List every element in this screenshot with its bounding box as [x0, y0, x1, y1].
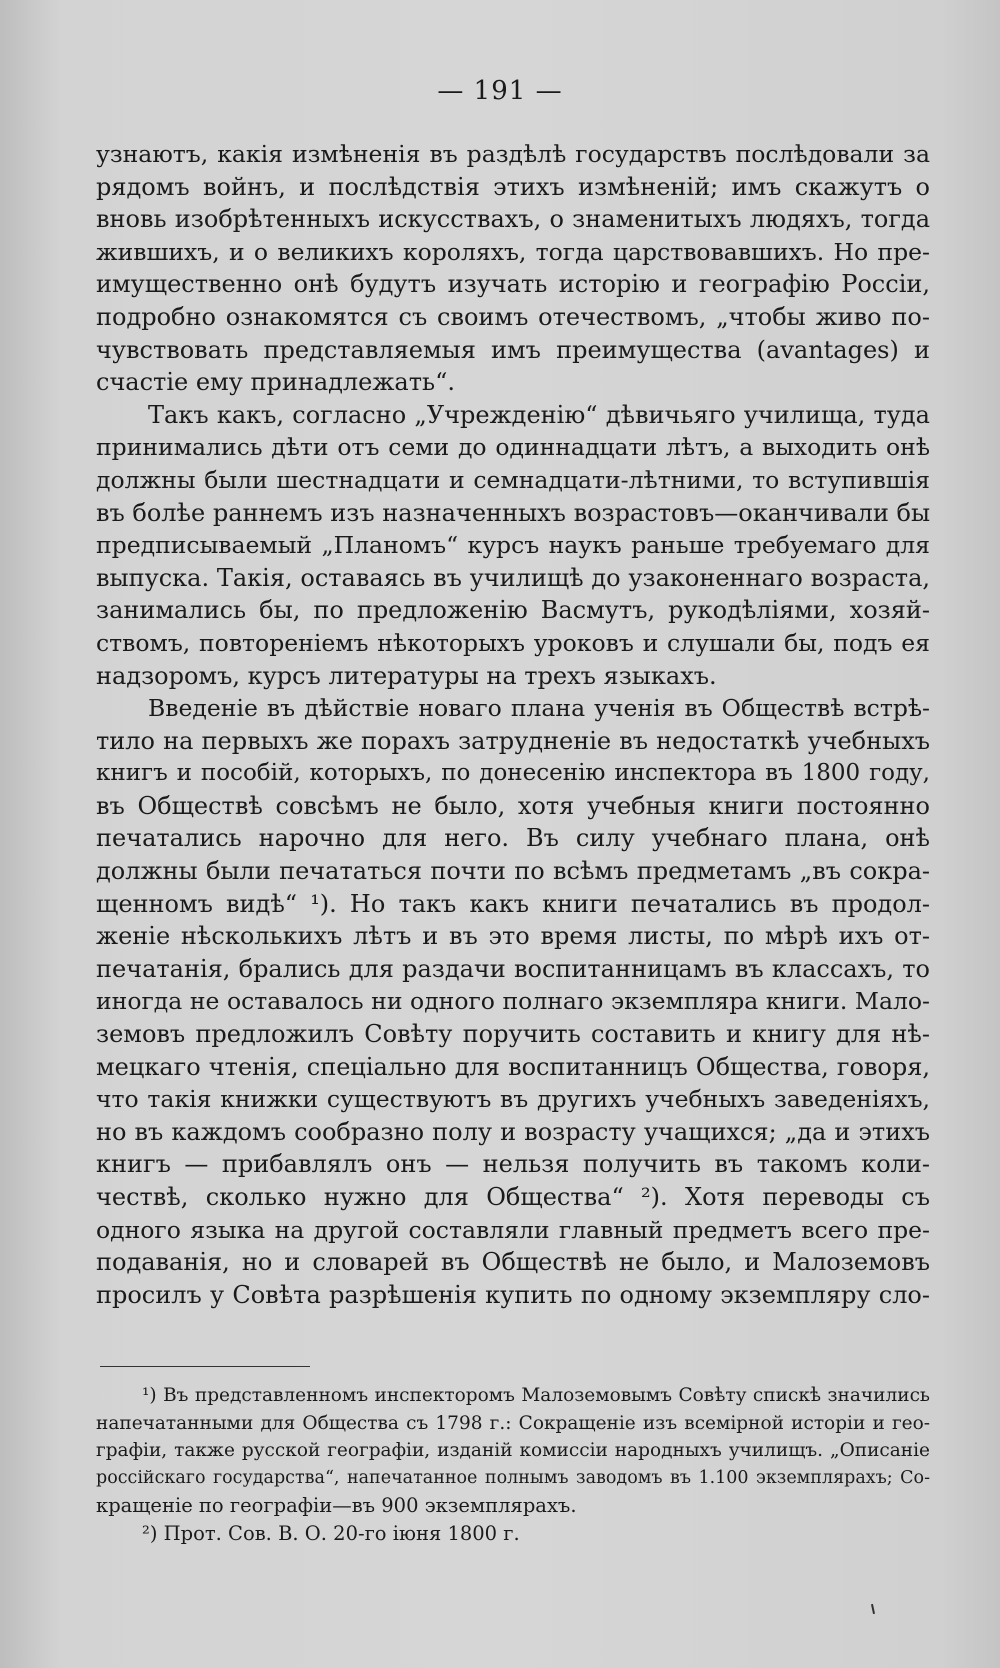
text-line: печатались нарочно для него. Въ силу учебнаго плана, онѣ: [96, 824, 930, 853]
text-line: тило на первыхъ же порахъ затрудненіе въ недостаткѣ учебныхъ: [96, 726, 930, 755]
text-line: чувствовать представляемыя имъ преимущества (avantages) и: [96, 335, 930, 364]
footnote-line: напечатанными для Общества съ 1798 г.: Сокращеніе изъ всемірной исторіи и гео-: [96, 1412, 930, 1434]
text-line: Такъ какъ, согласно „Учрежденію“ дѣвичьяго училища, туда: [148, 400, 930, 429]
page-number: — 191 —: [437, 76, 563, 106]
text-line: предписываемый „Планомъ“ курсъ наукъ раньше требуемаго для: [96, 531, 930, 560]
text-line: жившихъ, и о великихъ короляхъ, тогда царствовавшихъ. Но пре-: [96, 237, 930, 266]
footnotes: [96, 1382, 930, 1547]
ink-mark: [871, 1604, 875, 1614]
footnote-line: кращеніе по географіи—въ 900 экземплярахъ.: [96, 1494, 577, 1517]
text-line: но въ каждомъ сообразно полу и возрасту учащихся; „да и этихъ: [96, 1117, 930, 1146]
text-line: мецкаго чтенія, спеціально для воспитанницъ Общества, говоря,: [96, 1052, 930, 1081]
text-line: подаванія, но и словарей въ Обществѣ не было, и Малоземовъ: [96, 1248, 930, 1277]
text-line: узнаютъ, какія измѣненія въ раздѣлѣ государствъ послѣдовали за: [96, 140, 930, 168]
text-line: въ Обществѣ совсѣмъ не было, хотя учебныя книги постоянно: [96, 791, 930, 820]
text-line: имущественно онѣ будутъ изучать исторію и географію Россіи,: [96, 270, 930, 299]
text-line: надзоромъ, курсъ литературы на трехъ языкахъ.: [96, 661, 717, 690]
text-line: занимались бы, по предложенію Васмутъ, рукодѣліями, хозяй-: [96, 596, 930, 625]
footnote-line: россійскаго государства“, напечатанное полнымъ заводомъ въ 1.100 экземплярахъ; Со-: [96, 1467, 930, 1488]
text-line: вновь изобрѣтенныхъ искусствахъ, о знаменитыхъ людяхъ, тогда: [96, 205, 930, 234]
text-line: чествѣ, сколько нужно для Общества“ ²). Хотя переводы съ: [96, 1183, 930, 1211]
text-line: женіе нѣсколькихъ лѣтъ и въ это время листы, по мѣрѣ ихъ от-: [96, 922, 930, 951]
text-line: ствомъ, повтореніемъ нѣкоторыхъ уроковъ и слушали бы, подъ ея: [96, 628, 930, 657]
text-line: просилъ у Совѣта разрѣшенія купить по одному экземпляру сло-: [96, 1280, 930, 1309]
footnote-line: ²) Прот. Сов. В. О. 20-го іюня 1800 г.: [142, 1521, 520, 1545]
text-line: земовъ предложилъ Совѣту поручить составить и книгу для нѣ-: [96, 1020, 930, 1049]
text-line: должны были печататься почти по всѣмъ предметамъ „въ сокра-: [96, 857, 930, 886]
footnote-line: графіи, также русской географіи, изданій комиссіи народныхъ училищъ. „Описаніе: [96, 1440, 930, 1461]
text-line: выпуска. Такія, оставаясь въ училищѣ до узаконеннаго возраста,: [96, 563, 930, 592]
text-line: печатанія, брались для раздачи воспитанницамъ въ классахъ, то: [96, 954, 930, 983]
footnote-separator: [100, 1366, 310, 1367]
text-line: книгъ и пособій, которыхъ, по донесенію инспектора въ 1800 году,: [96, 760, 930, 787]
text-line: принимались дѣти отъ семи до одиннадцати лѣтъ, а выходить онѣ: [96, 433, 930, 462]
text-line: иногда не оставалось ни одного полнаго экземпляра книги. Мало-: [96, 987, 930, 1016]
text-line: книгъ — прибавлялъ онъ — нельзя получить въ такомъ коли-: [96, 1150, 930, 1179]
body-text: [96, 138, 930, 1311]
text-line: Введеніе въ дѣйствіе новаго плана ученія въ Обществѣ встрѣ-: [148, 694, 930, 723]
text-line: одного языка на другой составляли главный предметъ всего пре-: [96, 1215, 930, 1244]
text-line: что такія книжки существуютъ въ другихъ учебныхъ заведеніяхъ,: [96, 1085, 930, 1114]
text-line: счастіе ему принадлежать“.: [96, 368, 455, 397]
footnote-line: ¹) Въ представленномъ инспекторомъ Малоземовымъ Совѣту спискѣ значились: [142, 1385, 930, 1406]
text-line: въ болѣе раннемъ изъ назначенныхъ возрастовъ—оканчивали бы: [96, 498, 930, 527]
text-line: должны были шестнадцати и семнадцати-лѣтними, то вступившія: [96, 465, 930, 494]
text-line: щенномъ видѣ“ ¹). Но такъ какъ книги печатались въ продол-: [96, 889, 930, 918]
text-line: рядомъ войнъ, и послѣдствія этихъ измѣненій; имъ скажутъ о: [96, 172, 930, 201]
text-line: подробно ознакомятся съ своимъ отечествомъ, „чтобы живо по-: [96, 302, 930, 331]
